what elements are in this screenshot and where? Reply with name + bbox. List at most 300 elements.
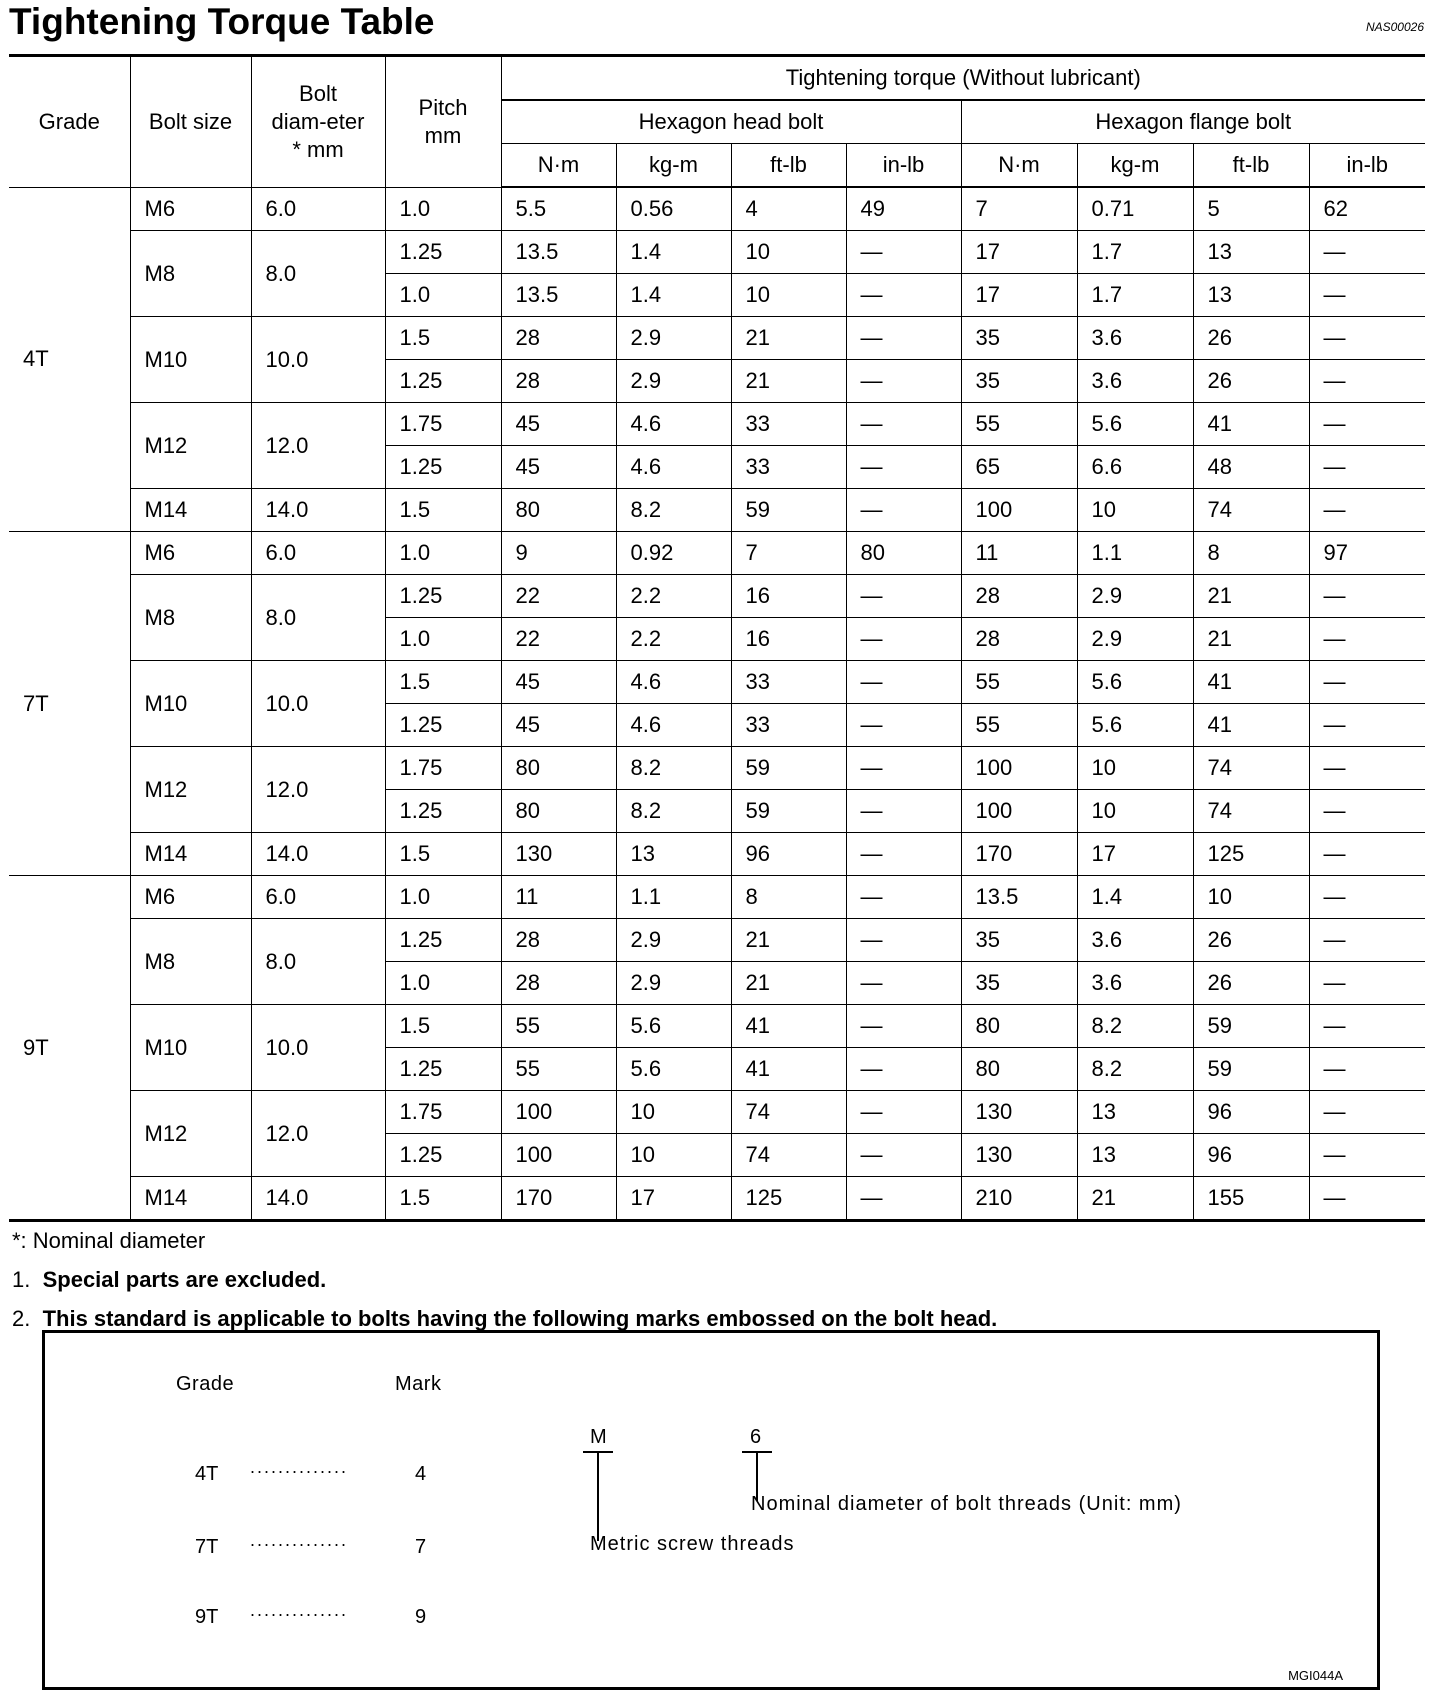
mark-value-4: 4 — [415, 1463, 427, 1485]
torque-cell: 170 — [961, 833, 1077, 876]
torque-cell: 2.9 — [616, 360, 731, 403]
torque-cell: 1.7 — [1077, 274, 1193, 317]
torque-cell: 4.6 — [616, 661, 731, 704]
torque-cell: 5.6 — [1077, 661, 1193, 704]
torque-cell: 100 — [501, 1091, 616, 1134]
pitch-cell: 1.75 — [385, 1091, 501, 1134]
torque-cell: 11 — [501, 876, 616, 919]
torque-cell: — — [1309, 274, 1425, 317]
bolt-size-cell: M10 — [130, 317, 251, 403]
torque-cell: 22 — [501, 575, 616, 618]
torque-cell: 21 — [731, 919, 846, 962]
table-row — [9, 187, 1425, 231]
torque-cell: 2.9 — [1077, 618, 1193, 661]
torque-cell: 21 — [1193, 618, 1309, 661]
torque-cell: 16 — [731, 575, 846, 618]
torque-table — [9, 57, 1425, 1222]
pitch-cell: 1.5 — [385, 317, 501, 360]
torque-cell: — — [846, 1091, 961, 1134]
torque-cell: 2.9 — [1077, 575, 1193, 618]
m-leader-line — [597, 1451, 599, 1541]
torque-cell: 3.6 — [1077, 360, 1193, 403]
torque-cell: — — [846, 403, 961, 446]
header-bolt-diameter: Bolt diam-eter * mm — [251, 57, 385, 187]
torque-cell: 28 — [501, 360, 616, 403]
torque-cell: 33 — [731, 661, 846, 704]
bolt-size-cell: M6 — [130, 532, 251, 575]
torque-cell: — — [846, 575, 961, 618]
bolt-size-cell: M8 — [130, 919, 251, 1005]
bolt-diameter-cell: 8.0 — [251, 231, 385, 317]
bolt-diameter-cell: 8.0 — [251, 919, 385, 1005]
mark-dots-4t: .............. — [250, 1457, 349, 1477]
torque-cell: — — [1309, 833, 1425, 876]
torque-cell: 8.2 — [1077, 1005, 1193, 1048]
table-row — [9, 1091, 1425, 1134]
torque-cell: 2.9 — [616, 962, 731, 1005]
bolt-diameter-cell: 10.0 — [251, 317, 385, 403]
torque-cell: 130 — [961, 1091, 1077, 1134]
torque-cell: 170 — [501, 1177, 616, 1221]
torque-cell: 6.6 — [1077, 446, 1193, 489]
torque-cell: — — [846, 274, 961, 317]
header-torque: Tightening torque (Without lubricant) — [501, 57, 1425, 100]
header-hex-head: Hexagon head bolt — [501, 100, 961, 144]
torque-cell: 74 — [731, 1091, 846, 1134]
pitch-cell: 1.0 — [385, 274, 501, 317]
torque-cell: 33 — [731, 403, 846, 446]
torque-cell: — — [846, 876, 961, 919]
pitch-cell: 1.0 — [385, 962, 501, 1005]
bolt-diameter-cell: 14.0 — [251, 489, 385, 532]
torque-cell: 28 — [501, 317, 616, 360]
torque-cell: 28 — [501, 962, 616, 1005]
bolt-size-cell: M8 — [130, 575, 251, 661]
torque-cell: 4.6 — [616, 446, 731, 489]
bolt-diameter-cell: 14.0 — [251, 1177, 385, 1221]
document-code: NAS00026 — [1365, 20, 1424, 34]
torque-cell: 8.2 — [616, 790, 731, 833]
grade-cell: 4T — [9, 187, 130, 532]
header-unit-5: kg-m — [1077, 144, 1193, 188]
torque-cell: — — [1309, 618, 1425, 661]
pitch-cell: 1.0 — [385, 187, 501, 231]
torque-cell: 100 — [501, 1134, 616, 1177]
torque-cell: 59 — [731, 489, 846, 532]
torque-cell: — — [1309, 1134, 1425, 1177]
header-unit-1: kg-m — [616, 144, 731, 188]
header-unit-3: in-lb — [846, 144, 961, 188]
torque-cell: 22 — [501, 618, 616, 661]
torque-cell: 9 — [501, 532, 616, 575]
table-row — [9, 231, 1425, 274]
pitch-cell: 1.0 — [385, 618, 501, 661]
torque-cell: 17 — [961, 274, 1077, 317]
torque-cell: — — [1309, 704, 1425, 747]
table-row — [9, 317, 1425, 360]
torque-cell: — — [846, 1048, 961, 1091]
torque-cell: 41 — [731, 1005, 846, 1048]
torque-cell: — — [1309, 747, 1425, 790]
torque-cell: 26 — [1193, 317, 1309, 360]
torque-cell: 130 — [961, 1134, 1077, 1177]
table-row — [9, 661, 1425, 704]
torque-cell: 5.6 — [1077, 403, 1193, 446]
torque-cell: — — [1309, 1048, 1425, 1091]
bolt-size-cell: M6 — [130, 187, 251, 231]
torque-cell: 55 — [501, 1005, 616, 1048]
mark-grade-9t: 9T — [195, 1606, 219, 1628]
pitch-cell: 1.25 — [385, 1048, 501, 1091]
bolt-diameter-cell: 12.0 — [251, 403, 385, 489]
mark-grade-4t: 4T — [195, 1463, 219, 1485]
torque-cell: 26 — [1193, 919, 1309, 962]
torque-cell: 21 — [731, 317, 846, 360]
bolt-diameter-cell: 8.0 — [251, 575, 385, 661]
torque-cell: — — [846, 747, 961, 790]
torque-cell: — — [1309, 1091, 1425, 1134]
torque-cell: — — [846, 962, 961, 1005]
torque-cell: 96 — [731, 833, 846, 876]
torque-cell: 8 — [731, 876, 846, 919]
header-grade: Grade — [9, 57, 130, 187]
torque-cell: — — [1309, 360, 1425, 403]
pitch-cell: 1.5 — [385, 1177, 501, 1221]
torque-cell: — — [1309, 403, 1425, 446]
torque-cell: 210 — [961, 1177, 1077, 1221]
torque-cell: 5.6 — [616, 1005, 731, 1048]
six-digit: 6 — [750, 1426, 762, 1448]
torque-cell: 13 — [616, 833, 731, 876]
torque-cell: 10 — [616, 1134, 731, 1177]
torque-cell: 74 — [731, 1134, 846, 1177]
header-bolt-size: Bolt size — [130, 57, 251, 187]
torque-cell: 8 — [1193, 532, 1309, 575]
torque-cell: 2.2 — [616, 575, 731, 618]
torque-cell: 10 — [1077, 489, 1193, 532]
torque-cell: 13.5 — [501, 274, 616, 317]
torque-cell: 59 — [1193, 1048, 1309, 1091]
table-row — [9, 1005, 1425, 1048]
bolt-mark-figure — [42, 1330, 1380, 1690]
torque-cell: 2.9 — [616, 317, 731, 360]
pitch-cell: 1.5 — [385, 833, 501, 876]
torque-cell: 21 — [731, 962, 846, 1005]
torque-cell: 17 — [961, 231, 1077, 274]
bolt-size-cell: M8 — [130, 231, 251, 317]
torque-cell: — — [846, 661, 961, 704]
torque-cell: — — [846, 317, 961, 360]
pitch-cell: 1.5 — [385, 661, 501, 704]
torque-cell: — — [846, 919, 961, 962]
table-row — [9, 1177, 1425, 1221]
bolt-diameter-cell: 12.0 — [251, 747, 385, 833]
torque-cell: — — [1309, 231, 1425, 274]
torque-cell: — — [1309, 1005, 1425, 1048]
torque-cell: — — [1309, 1177, 1425, 1221]
torque-cell: — — [846, 1177, 961, 1221]
torque-cell: 5.6 — [616, 1048, 731, 1091]
torque-cell: 28 — [501, 919, 616, 962]
table-row — [9, 833, 1425, 876]
torque-cell: 17 — [1077, 833, 1193, 876]
torque-cell: 1.1 — [1077, 532, 1193, 575]
torque-cell: 35 — [961, 317, 1077, 360]
torque-cell: 100 — [961, 747, 1077, 790]
note-1 — [12, 1267, 326, 1293]
torque-cell: 48 — [1193, 446, 1309, 489]
torque-cell: 28 — [961, 618, 1077, 661]
torque-cell: 80 — [501, 489, 616, 532]
torque-cell: 45 — [501, 403, 616, 446]
torque-cell: 41 — [1193, 661, 1309, 704]
torque-cell: 21 — [731, 360, 846, 403]
torque-cell: 10 — [731, 231, 846, 274]
torque-cell: 13 — [1193, 274, 1309, 317]
torque-cell: 100 — [961, 489, 1077, 532]
torque-cell: 45 — [501, 661, 616, 704]
torque-cell: — — [846, 489, 961, 532]
torque-cell: 11 — [961, 532, 1077, 575]
pitch-cell: 1.75 — [385, 403, 501, 446]
grade-group-9t — [9, 876, 1425, 1221]
torque-cell: — — [846, 446, 961, 489]
pitch-cell: 1.25 — [385, 919, 501, 962]
torque-cell: 0.71 — [1077, 187, 1193, 231]
torque-cell: 125 — [1193, 833, 1309, 876]
mark-dots-7t: .............. — [250, 1530, 349, 1550]
torque-cell: 96 — [1193, 1134, 1309, 1177]
torque-cell: 33 — [731, 704, 846, 747]
bolt-size-cell: M14 — [130, 489, 251, 532]
torque-cell: 8.2 — [616, 489, 731, 532]
note-1-number: 1. — [12, 1267, 31, 1292]
torque-cell: 80 — [846, 532, 961, 575]
torque-cell: 26 — [1193, 360, 1309, 403]
table-row — [9, 876, 1425, 919]
torque-cell: 21 — [1193, 575, 1309, 618]
bolt-diameter-cell: 10.0 — [251, 661, 385, 747]
torque-cell: 13.5 — [501, 231, 616, 274]
torque-cell: 10 — [731, 274, 846, 317]
note-1-text: Special parts are excluded. — [42, 1267, 327, 1292]
table-row — [9, 747, 1425, 790]
torque-cell: 59 — [731, 790, 846, 833]
torque-cell: — — [1309, 790, 1425, 833]
torque-cell: 13 — [1077, 1091, 1193, 1134]
torque-cell: 55 — [501, 1048, 616, 1091]
torque-cell: — — [1309, 446, 1425, 489]
torque-cell: 4.6 — [616, 704, 731, 747]
torque-cell: 97 — [1309, 532, 1425, 575]
torque-cell: 4.6 — [616, 403, 731, 446]
header-unit-4: N·m — [961, 144, 1077, 188]
torque-cell: 41 — [731, 1048, 846, 1091]
torque-cell: 100 — [961, 790, 1077, 833]
torque-cell: 74 — [1193, 747, 1309, 790]
torque-cell: — — [1309, 661, 1425, 704]
torque-cell: — — [846, 231, 961, 274]
torque-cell: 1.4 — [616, 274, 731, 317]
torque-cell: 80 — [501, 790, 616, 833]
mark-grade-header: Grade — [176, 1373, 235, 1395]
torque-cell: 35 — [961, 919, 1077, 962]
torque-cell: — — [1309, 489, 1425, 532]
metric-threads-label: Metric screw threads — [590, 1533, 795, 1555]
bolt-size-cell: M6 — [130, 876, 251, 919]
header-unit-7: in-lb — [1309, 144, 1425, 188]
pitch-cell: 1.0 — [385, 532, 501, 575]
pitch-cell: 1.75 — [385, 747, 501, 790]
note-2-text: This standard is applicable to bolts having the following marks embossed on the bolt head. — [42, 1306, 998, 1331]
table-header — [9, 57, 1425, 187]
torque-cell: — — [846, 790, 961, 833]
torque-cell: 17 — [616, 1177, 731, 1221]
mark-value-9: 9 — [415, 1606, 427, 1628]
torque-cell: 55 — [961, 403, 1077, 446]
torque-cell: 45 — [501, 704, 616, 747]
torque-cell: — — [1309, 919, 1425, 962]
torque-cell: 1.4 — [1077, 876, 1193, 919]
torque-cell: 3.6 — [1077, 962, 1193, 1005]
torque-cell: 10 — [1193, 876, 1309, 919]
torque-cell: 26 — [1193, 962, 1309, 1005]
torque-cell: 10 — [1077, 747, 1193, 790]
torque-cell: — — [1309, 575, 1425, 618]
pitch-cell: 1.25 — [385, 360, 501, 403]
torque-cell: — — [1309, 962, 1425, 1005]
torque-cell: 13 — [1077, 1134, 1193, 1177]
bolt-size-cell: M14 — [130, 1177, 251, 1221]
pitch-cell: 1.25 — [385, 575, 501, 618]
torque-cell: — — [846, 704, 961, 747]
torque-cell: 5 — [1193, 187, 1309, 231]
torque-cell: 0.92 — [616, 532, 731, 575]
torque-cell: — — [846, 618, 961, 661]
torque-cell: 55 — [961, 661, 1077, 704]
torque-cell: 3.6 — [1077, 317, 1193, 360]
torque-cell: 2.2 — [616, 618, 731, 661]
grade-cell: 9T — [9, 876, 130, 1221]
bolt-size-cell: M12 — [130, 403, 251, 489]
pitch-cell: 1.25 — [385, 231, 501, 274]
torque-cell: 80 — [501, 747, 616, 790]
header-unit-0: N·m — [501, 144, 616, 188]
grade-group-4t — [9, 187, 1425, 532]
figure-code: MGI044A — [1288, 1668, 1343, 1683]
nominal-diameter-label: Nominal diameter of bolt threads (Unit: mm) — [751, 1493, 1182, 1515]
header-unit-2: ft-lb — [731, 144, 846, 188]
table-row — [9, 919, 1425, 962]
header-unit-6: ft-lb — [1193, 144, 1309, 188]
pitch-cell: 1.25 — [385, 1134, 501, 1177]
torque-cell: 7 — [731, 532, 846, 575]
table-row — [9, 575, 1425, 618]
torque-cell: 45 — [501, 446, 616, 489]
bolt-size-cell: M14 — [130, 833, 251, 876]
torque-cell: 13 — [1193, 231, 1309, 274]
torque-cell: 74 — [1193, 790, 1309, 833]
torque-cell: 13.5 — [961, 876, 1077, 919]
grade-cell: 7T — [9, 532, 130, 876]
header-pitch: Pitch mm — [385, 57, 501, 187]
page-title: Tightening Torque Table — [9, 1, 435, 42]
torque-cell: 55 — [961, 704, 1077, 747]
pitch-cell: 1.0 — [385, 876, 501, 919]
m-letter: M — [590, 1426, 607, 1448]
bolt-size-cell: M12 — [130, 1091, 251, 1177]
torque-cell: 74 — [1193, 489, 1309, 532]
bolt-diameter-cell: 6.0 — [251, 187, 385, 231]
torque-cell: 8.2 — [616, 747, 731, 790]
torque-cell: 28 — [961, 575, 1077, 618]
torque-cell: — — [846, 1134, 961, 1177]
pitch-cell: 1.5 — [385, 1005, 501, 1048]
bolt-diameter-cell: 6.0 — [251, 876, 385, 919]
torque-cell: 2.9 — [616, 919, 731, 962]
torque-cell: — — [846, 833, 961, 876]
table-row — [9, 403, 1425, 446]
torque-cell: — — [846, 1005, 961, 1048]
nominal-note: *: Nominal diameter — [12, 1228, 206, 1253]
torque-cell: 49 — [846, 187, 961, 231]
torque-cell: 65 — [961, 446, 1077, 489]
mark-value-7: 7 — [415, 1536, 427, 1558]
table-row — [9, 532, 1425, 575]
torque-cell: — — [1309, 876, 1425, 919]
torque-cell: 10 — [616, 1091, 731, 1134]
torque-cell: 155 — [1193, 1177, 1309, 1221]
torque-cell: 80 — [961, 1048, 1077, 1091]
torque-cell: 16 — [731, 618, 846, 661]
torque-cell: 125 — [731, 1177, 846, 1221]
bolt-diameter-cell: 14.0 — [251, 833, 385, 876]
note-2-number: 2. — [12, 1306, 31, 1331]
torque-cell: — — [1309, 317, 1425, 360]
torque-cell: 8.2 — [1077, 1048, 1193, 1091]
torque-cell: 80 — [961, 1005, 1077, 1048]
torque-cell: 33 — [731, 446, 846, 489]
torque-cell: 21 — [1077, 1177, 1193, 1221]
torque-cell: 7 — [961, 187, 1077, 231]
torque-cell: 59 — [731, 747, 846, 790]
torque-cell: 1.4 — [616, 231, 731, 274]
torque-cell: 5.5 — [501, 187, 616, 231]
bolt-diameter-cell: 10.0 — [251, 1005, 385, 1091]
torque-cell: 59 — [1193, 1005, 1309, 1048]
torque-cell: 62 — [1309, 187, 1425, 231]
table-row — [9, 489, 1425, 532]
bolt-diameter-cell: 6.0 — [251, 532, 385, 575]
torque-cell: 1.1 — [616, 876, 731, 919]
torque-cell: 0.56 — [616, 187, 731, 231]
torque-cell: 3.6 — [1077, 919, 1193, 962]
header-hex-flange: Hexagon flange bolt — [961, 100, 1425, 144]
torque-cell: 10 — [1077, 790, 1193, 833]
mark-dots-9t: .............. — [250, 1600, 349, 1620]
bolt-size-cell: M12 — [130, 747, 251, 833]
torque-cell: 35 — [961, 360, 1077, 403]
torque-cell: 130 — [501, 833, 616, 876]
torque-cell: — — [846, 360, 961, 403]
pitch-cell: 1.25 — [385, 790, 501, 833]
grade-group-7t — [9, 532, 1425, 876]
note-2 — [12, 1306, 997, 1332]
pitch-cell: 1.25 — [385, 704, 501, 747]
bolt-diameter-cell: 12.0 — [251, 1091, 385, 1177]
bolt-size-cell: M10 — [130, 661, 251, 747]
torque-cell: 4 — [731, 187, 846, 231]
